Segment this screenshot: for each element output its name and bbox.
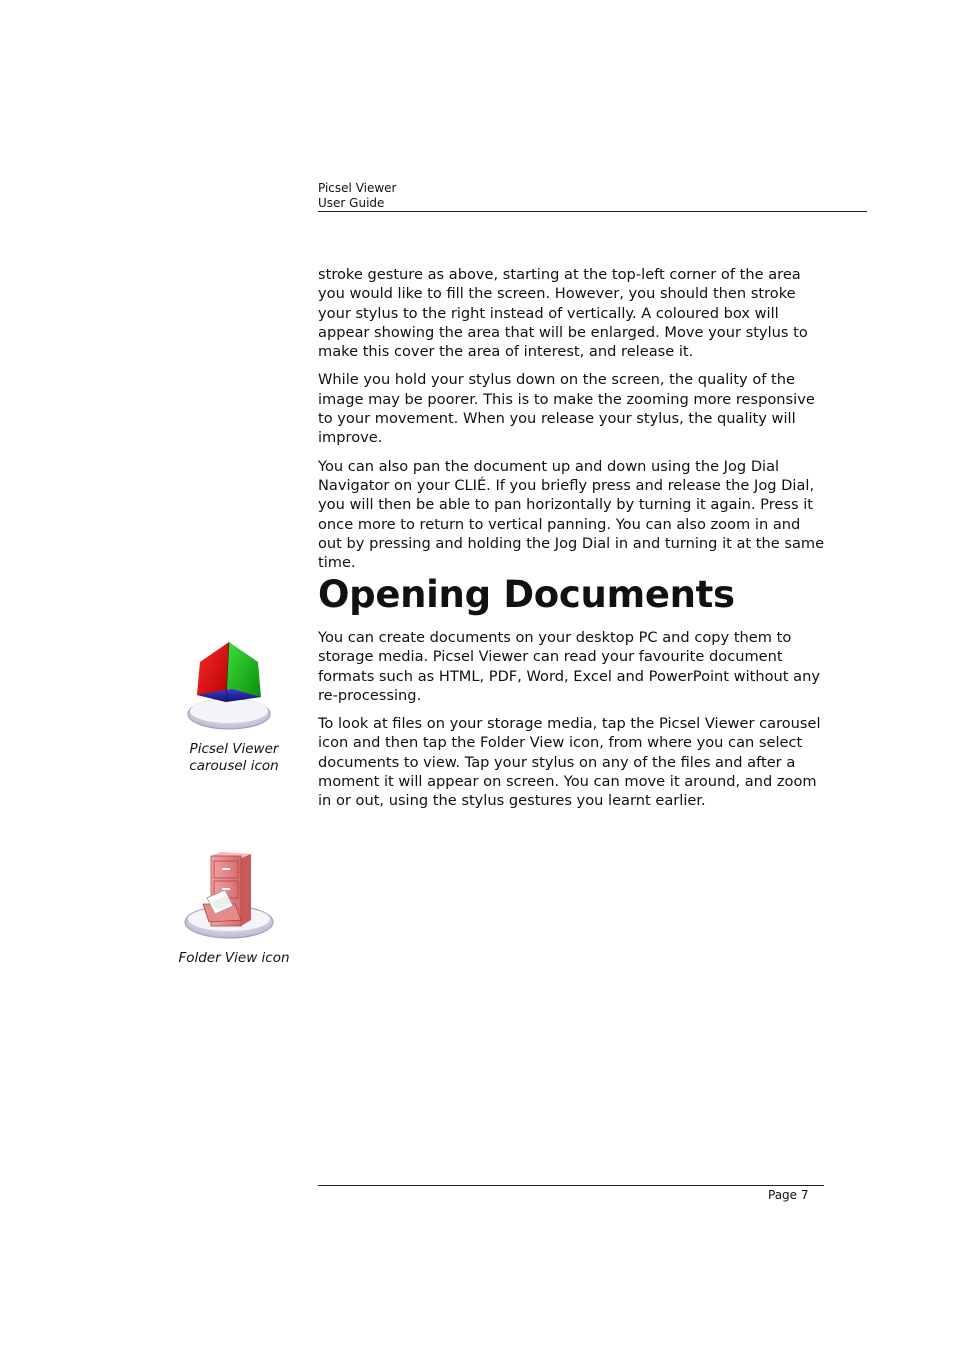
paragraph: To look at files on your storage media, tap the Picsel Viewer carousel icon and then tap the Folder View icon, from where you can select documents to view. Tap your stylus on any of the files and after a moment it will appear on screen. You can move it around, and zoom in or out, using the stylus gestures you learnt earlier. [318, 715, 821, 810]
section-heading: Opening Documents [318, 573, 735, 616]
header-subtitle: User Guide [318, 196, 385, 210]
folder-icon-figure [175, 848, 293, 967]
paragraph: You can create documents on your desktop PC and copy them to storage media. Picsel Viewer can read your favourite document formats such as HTML, PDF, Word, Excel and PowerPoint without any re-processing. [318, 629, 820, 704]
filing-cabinet-icon [175, 848, 293, 946]
intro-text-block [318, 265, 828, 581]
opening-documents-text [318, 628, 828, 820]
paragraph: stroke gesture as above, starting at the top-left corner of the area you would like to fill the screen. However, you should then stroke your stylus to the right instead of vertically. A coloured box will appear showing the area that will be enlarged. Move your stylus to make this cover the area of interest, and release it. [318, 266, 808, 361]
page-number: Page 7 [768, 1188, 809, 1202]
running-header [318, 181, 396, 211]
header-divider [318, 211, 867, 212]
carousel-icon-figure [180, 637, 288, 775]
carousel-cube-icon [180, 637, 288, 737]
footer-divider [318, 1185, 824, 1186]
carousel-icon-caption: Picsel Viewer carousel icon [189, 741, 279, 774]
paragraph: While you hold your stylus down on the screen, the quality of the image may be poorer. This is to make the zooming more responsive to your movement. When you release your stylus, the quality will improve. [318, 371, 815, 447]
paragraph: You can also pan the document up and down using the Jog Dial Navigator on your CLIÉ. If you briefly press and release the Jog Dial, you will then be able to pan horizontally by turning it again. Press it once more to return to vertical panning. You can also zoom in and out by pressing and holding the Jog Dial in and turning it at the same time. [318, 457, 825, 572]
header-title: Picsel Viewer [318, 181, 397, 195]
folder-icon-caption: Folder View icon [178, 950, 290, 966]
